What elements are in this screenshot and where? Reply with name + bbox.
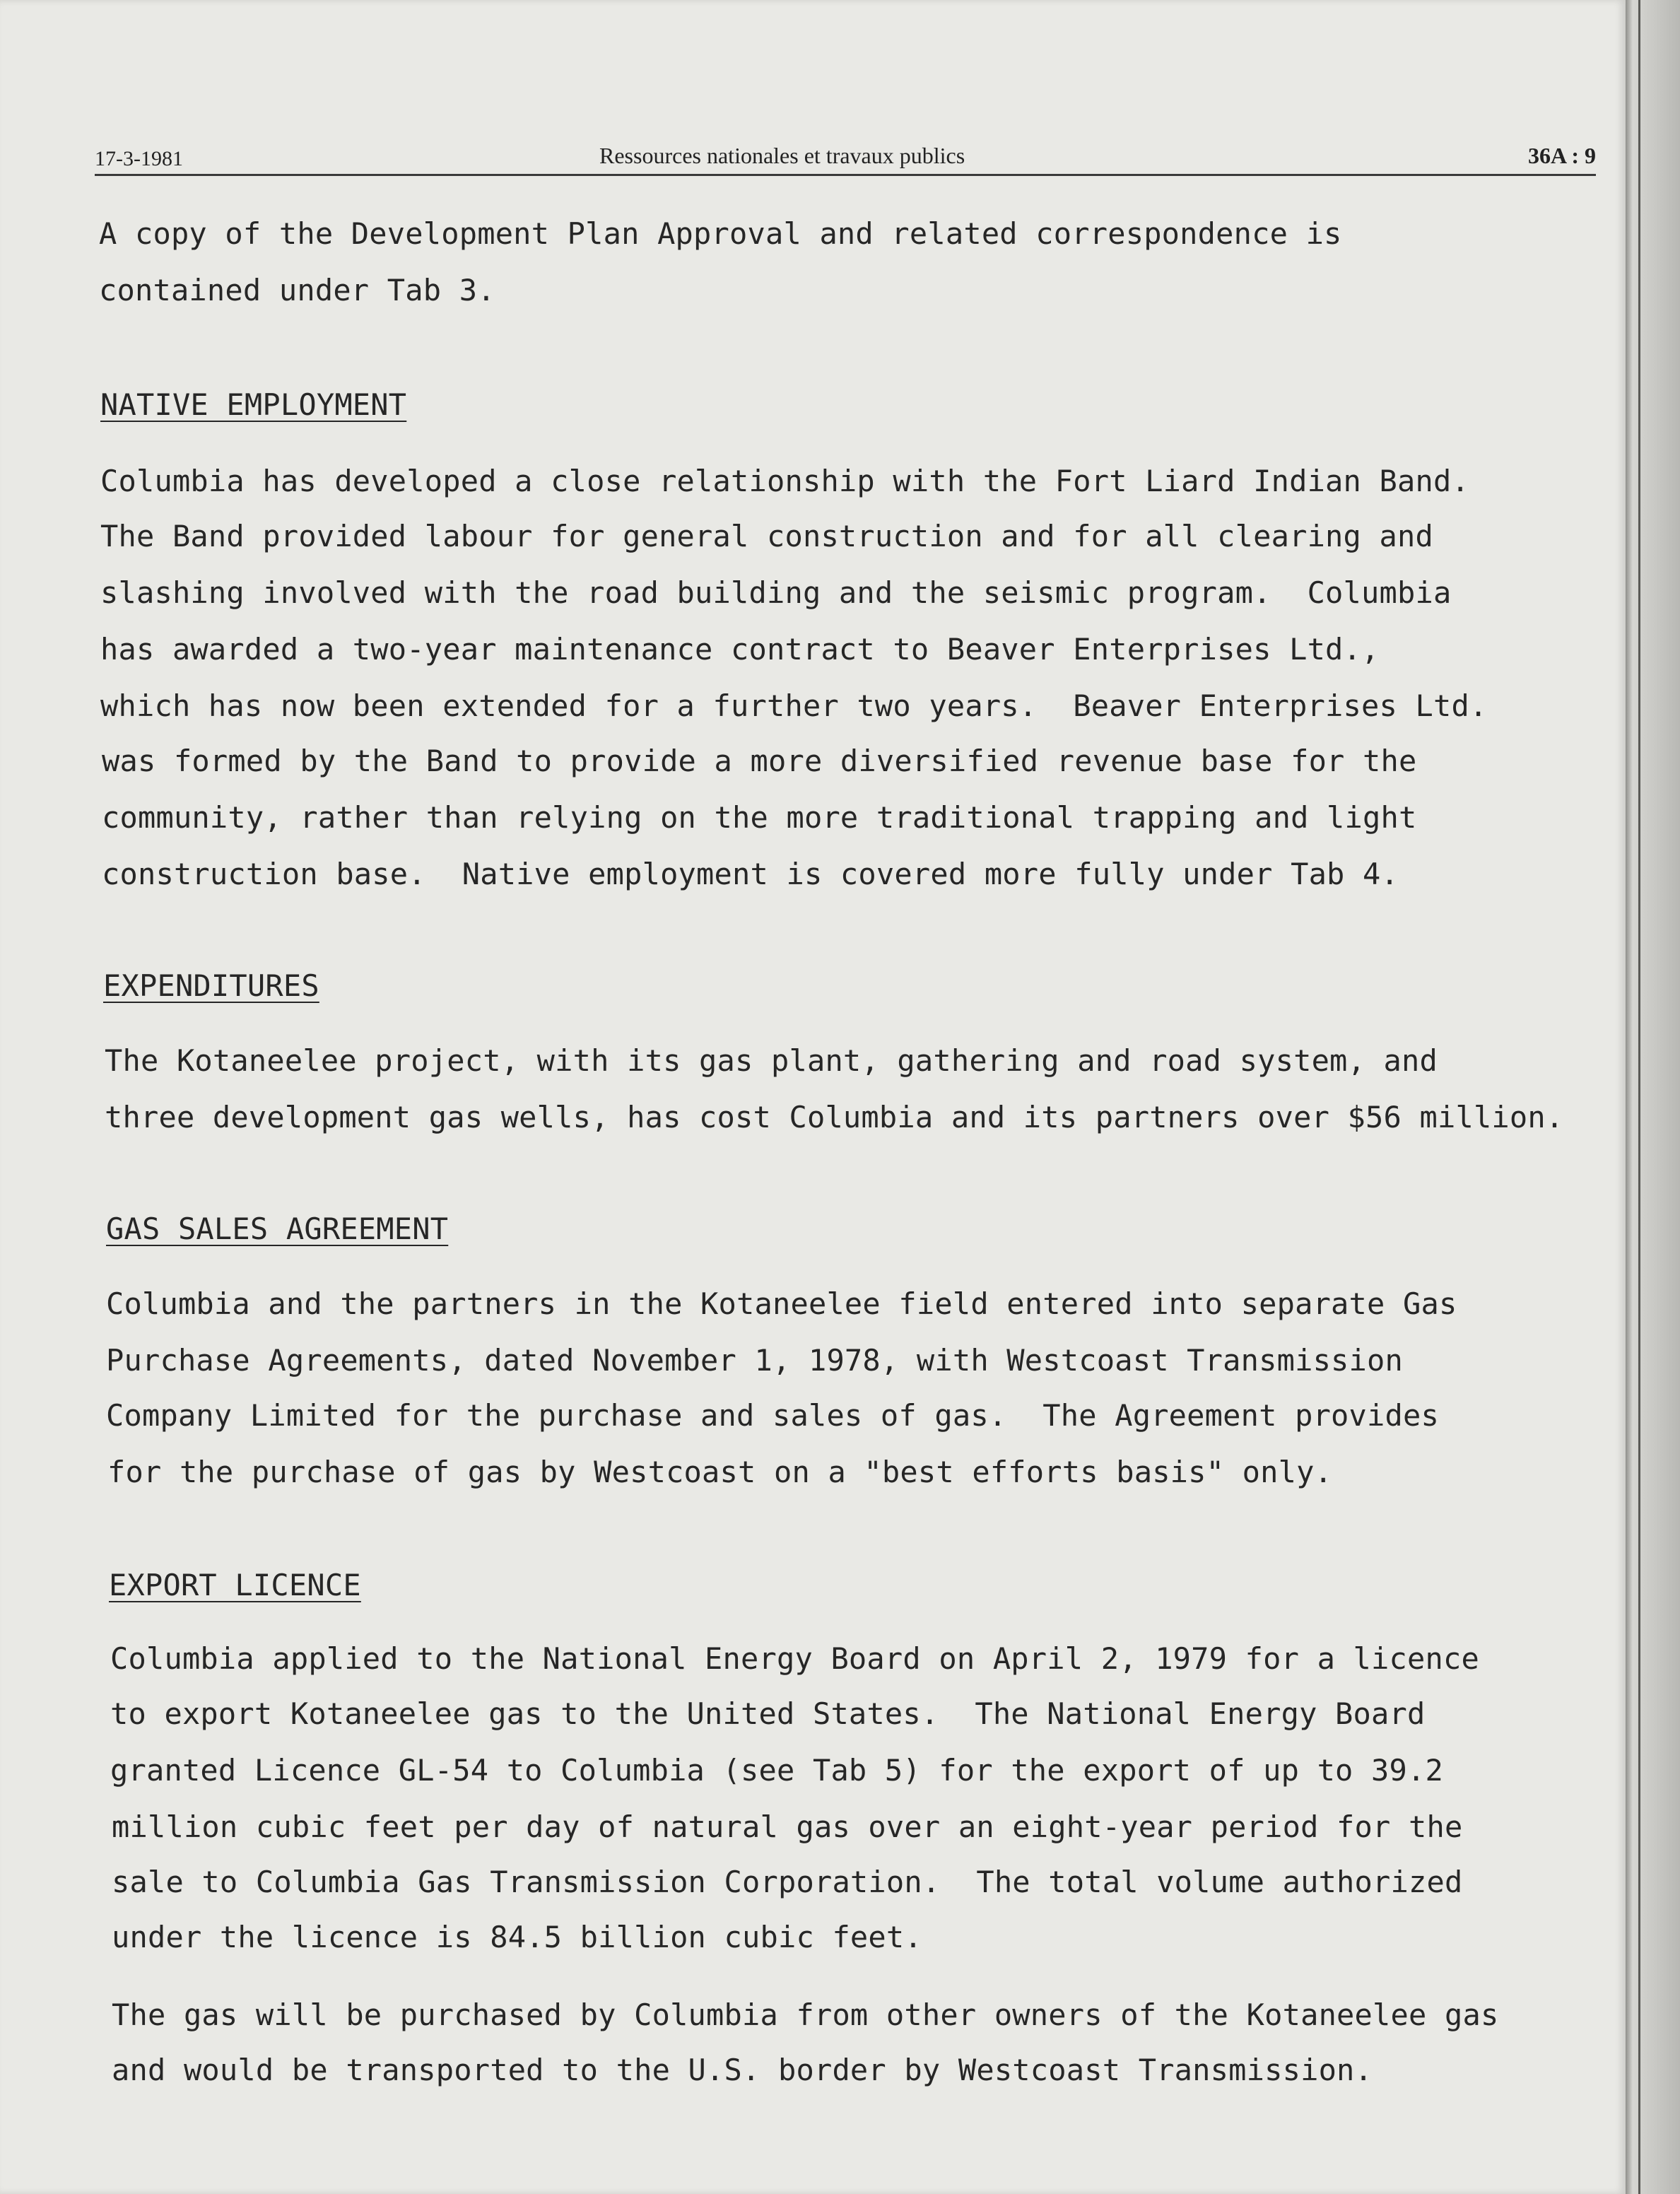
paragraph-line: to export Kotaneelee gas to the United States. The National Energy Board [110, 1696, 1426, 1731]
intro-line: contained under Tab 3. [99, 273, 495, 307]
paragraph-line: has awarded a two-year maintenance contract to Beaver Enterprises Ltd., [100, 632, 1380, 667]
paragraph-line: slashing involved with the road building and the seismic program. Columbia [100, 575, 1452, 610]
header-page-number: 36A : 9 [1528, 143, 1596, 168]
paragraph-line: community, rather than relying on the more traditional trapping and light [102, 800, 1417, 835]
paragraph-line: Columbia and the partners in the Kotaneelee field entered into separate Gas [106, 1286, 1457, 1321]
section-heading-gas-sales-agreement: GAS SALES AGREEMENT [106, 1212, 449, 1246]
paragraph-line: three development gas wells, has cost Columbia and its partners over $56 million. [105, 1100, 1564, 1134]
paragraph-line: Purchase Agreements, dated November 1, 1978, with Westcoast Transmission [106, 1343, 1404, 1378]
paragraph-line: which has now been extended for a further two years. Beaver Enterprises Ltd. [100, 688, 1488, 723]
paragraph-line: The Kotaneelee project, with its gas plant, gathering and road system, and [105, 1043, 1438, 1078]
header-date: 17-3-1981 [95, 147, 183, 170]
page-header [95, 139, 1596, 176]
page-edge-line [1638, 0, 1640, 2194]
paragraph-line: Columbia applied to the National Energy Board on April 2, 1979 for a licence [110, 1641, 1479, 1676]
page-edge-shadow [1626, 0, 1680, 2194]
paragraph-line: under the licence is 84.5 billion cubic feet. [112, 1920, 922, 1954]
paragraph-line: for the purchase of gas by Westcoast on a "best efforts basis" only. [107, 1455, 1333, 1489]
paragraph-line: was formed by the Band to provide a more diversified revenue base for the [102, 744, 1417, 778]
paragraph-line: granted Licence GL-54 to Columbia (see Tab 5) for the export of up to 39.2 [110, 1753, 1443, 1788]
paragraph-line: construction base. Native employment is covered more fully under Tab 4. [102, 857, 1399, 891]
paragraph-line: The Band provided labour for general construction and for all clearing and [100, 519, 1433, 553]
paragraph-line: Company Limited for the purchase and sales of gas. The Agreement provides [106, 1398, 1439, 1433]
section-heading-export-licence: EXPORT LICENCE [109, 1568, 361, 1602]
paragraph-line: sale to Columbia Gas Transmission Corporation. The total volume authorized [112, 1865, 1463, 1899]
paragraph-line: The gas will be purchased by Columbia from other owners of the Kotaneelee gas [112, 1998, 1499, 2032]
paragraph-line: and would be transported to the U.S. border by Westcoast Transmission. [112, 2053, 1373, 2087]
paragraph-line: Columbia has developed a close relationship with the Fort Liard Indian Band. [100, 464, 1469, 498]
section-heading-expenditures: EXPENDITURES [103, 968, 319, 1003]
intro-line: A copy of the Development Plan Approval and related correspondence is [99, 216, 1342, 251]
header-title: Ressources nationales et travaux publics [599, 143, 965, 168]
section-heading-native-employment: NATIVE EMPLOYMENT [100, 387, 407, 422]
paragraph-line: million cubic feet per day of natural gas over an eight-year period for the [112, 1809, 1463, 1844]
